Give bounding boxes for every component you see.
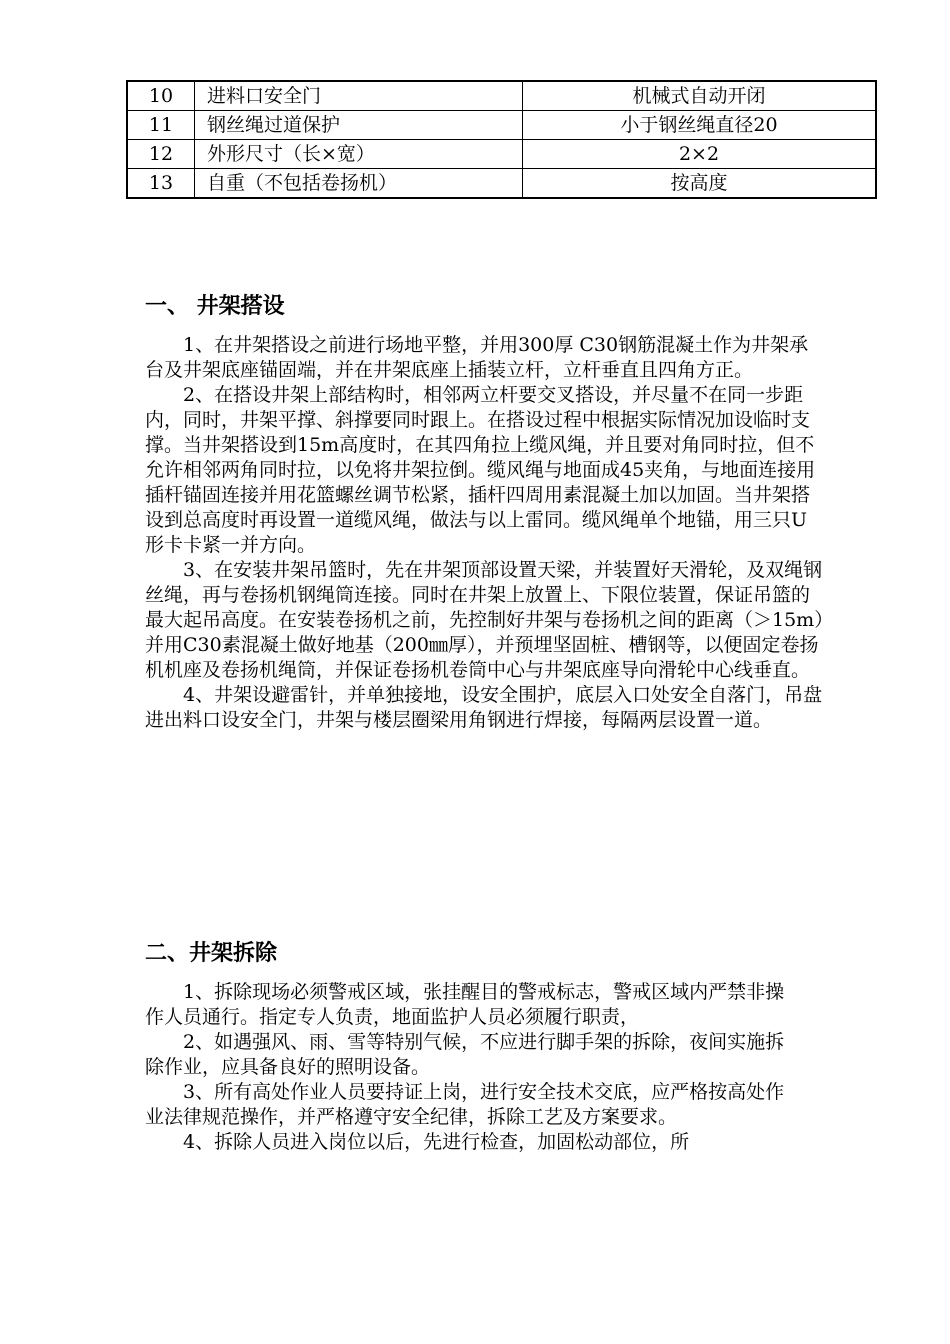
spec-table (126, 80, 877, 199)
table-row (127, 140, 876, 169)
row-number: 13 (127, 169, 195, 199)
row-number: 11 (127, 111, 195, 140)
row-item: 外形尺寸（长×宽） (195, 140, 523, 169)
row-value: 按高度 (523, 169, 877, 199)
paragraph: 3、在安装井架吊篮时，先在井架顶部设置天梁，并装置好天滑轮，及双绳钢丝绳，再与卷扬机钢绳筒连接。同时在井架上放置上、下限位装置，保证吊篮的最大起吊高度。在安装卷扬机之前，先控制好井架与卷扬机之间的距离（＞15m）并用C30素混凝土做好地基（200㎜厚），并预埋坚固桩、槽钢等，以便固定卷扬机机座及卷扬机绳筒，并保证卷扬机卷筒中心与井架底座导向滑轮中心线垂直。 (145, 559, 824, 681)
section1-heading: 一、 井架搭设 (145, 294, 285, 319)
row-item: 进料口安全门 (195, 81, 523, 111)
row-value: 小于钢丝绳直径20 (523, 111, 877, 140)
section1-body (145, 333, 825, 733)
section2-heading: 二、井架拆除 (145, 941, 278, 966)
table-row (127, 111, 876, 140)
row-value: 2×2 (523, 140, 877, 169)
table-row (127, 81, 876, 111)
row-item: 钢丝绳过道保护 (195, 111, 523, 140)
paragraph: 1、在井架搭设之前进行场地平整，并用300厚 C30钢筋混凝土作为井架承台及井架底座锚固端，并在井架底座上插装立杆，立杆垂直且四角方正。 (145, 334, 809, 381)
paragraph: 4、井架设避雷针，并单独接地，设安全围护，底层入口处安全自落门，吊盘进出料口设安全门，井架与楼层圈梁用角钢进行焊接，每隔两层设置一道。 (145, 684, 823, 731)
paragraph: 2、在搭设井架上部结构时，相邻两立杆要交叉搭设，并尽量不在同一步距内，同时，井架平撑、斜撑要同时跟上。在搭设过程中根据实际情况加设临时支撑。当井架搭设到15m高度时，在其四角拉上缆风绳，并且要对角同时拉，但不允许相邻两角同时拉，以免将井架拉倒。缆风绳与地面成45夹角，与地面连接用插杆锚固连接并用花篮螺丝调节松紧，插杆四周用素混凝土加以加固。当井架搭设到总高度时再设置一道缆风绳，做法与以上雷同。缆风绳单个地锚，用三只U形卡卡紧一并方向。 (145, 384, 816, 556)
row-value: 机械式自动开闭 (523, 81, 877, 111)
paragraph: 2、如遇强风、雨、雪等特别气候，不应进行脚手架的拆除，夜间实施拆除作业，应具备良好的照明设备。 (145, 1031, 785, 1078)
paragraph: 1、拆除现场必须警戒区域，张挂醒目的警戒标志，警戒区域内严禁非操作人员通行。指定专人负责，地面监护人员必须履行职责， (145, 981, 785, 1028)
row-item: 自重（不包括卷扬机） (195, 169, 523, 199)
table-row (127, 169, 876, 199)
section2-body (145, 980, 795, 1155)
row-number: 10 (127, 81, 195, 111)
row-number: 12 (127, 140, 195, 169)
paragraph: 4、拆除人员进入岗位以后，先进行检查，加固松动部位，所 (183, 1131, 690, 1153)
paragraph: 3、所有高处作业人员要持证上岗，进行安全技术交底，应严格按高处作业法律规范操作，并严格遵守安全纪律，拆除工艺及方案要求。 (145, 1081, 785, 1128)
